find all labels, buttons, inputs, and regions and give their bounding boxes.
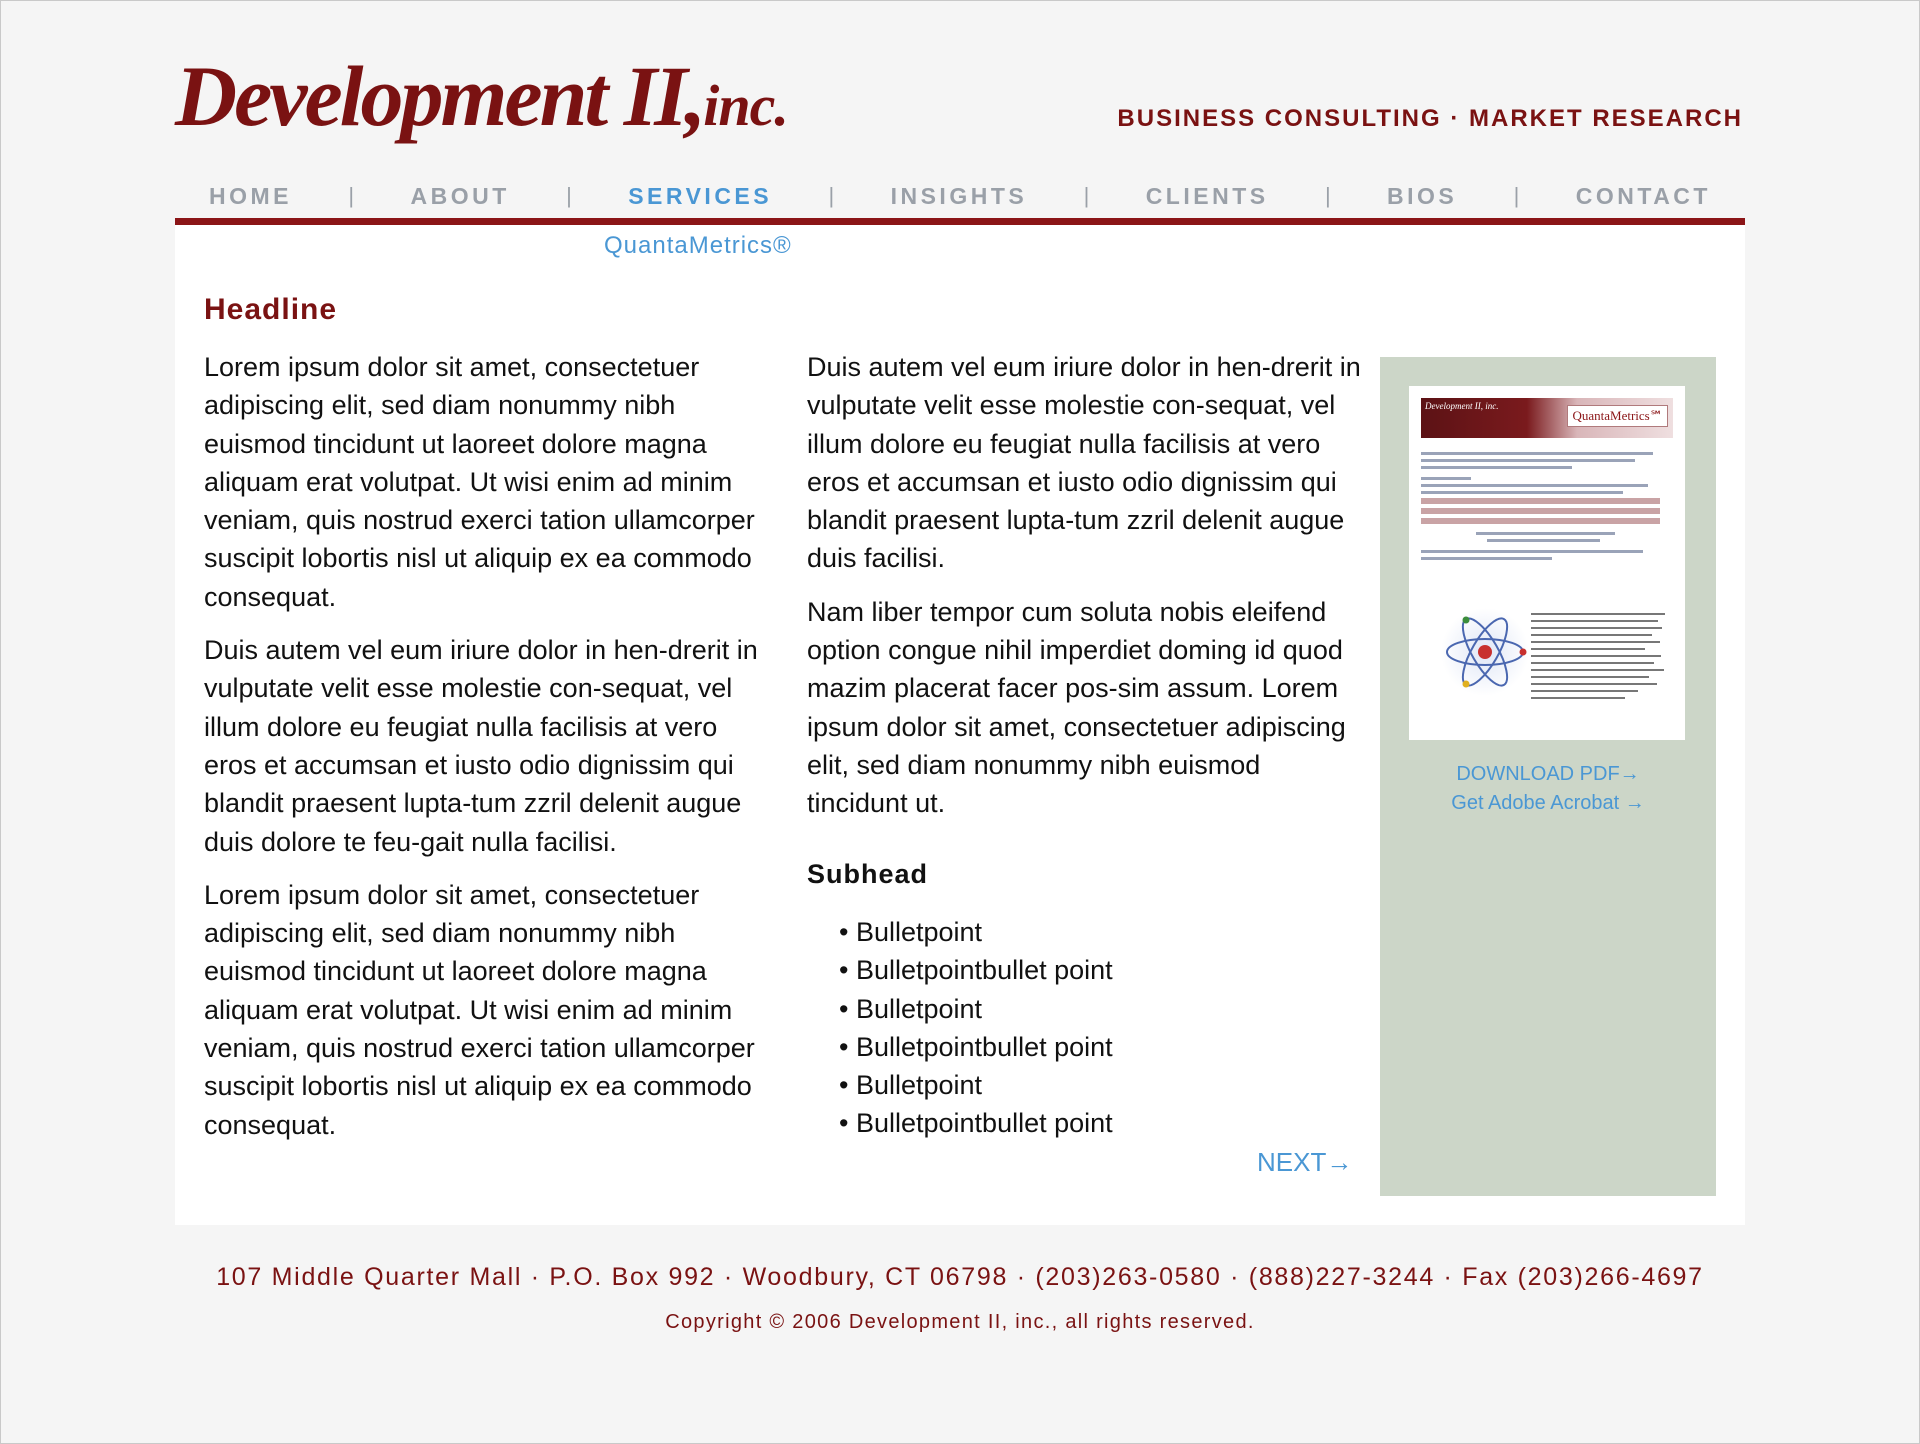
text-column-2 [807, 348, 1367, 838]
nav-services[interactable]: SERVICES [628, 182, 773, 209]
nav-separator: | [1083, 183, 1090, 208]
main-nav [175, 179, 1745, 213]
footer-copyright: Copyright © 2006 Development II, inc., all rights reserved. [665, 1311, 1255, 1333]
footer-address: 107 Middle Quarter Mall · P.O. Box 992 · Woodbury, CT 06798 · (203)263-0580 · (888)227-3244 · Fax (203)266-4697 [216, 1263, 1704, 1291]
text-column-1 [204, 348, 764, 1159]
nav-separator: | [566, 183, 572, 208]
logo-inc-text: inc. [703, 73, 788, 138]
subhead: Subhead [807, 859, 929, 889]
paragraph: Duis autem vel eum iriure dolor in hen-drerit in vulputate velit esse molestie con-sequat, vel illum dolore eu feugiat nulla facilisis at vero eros et accumsan et iusto odio dignissim qui blandit praesent lupta-tum zzril delenit augue duis dolore te feu-gait nulla facilisi. [204, 635, 758, 857]
nav-clients[interactable]: CLIENTS [1145, 182, 1269, 209]
bullet-item: • Bulletpointbullet point [839, 1104, 1113, 1142]
nav-separator: | [1324, 183, 1331, 208]
nav-separator: | [1513, 183, 1520, 208]
thumbnail-text-lines [1421, 438, 1673, 560]
bullet-item: • Bulletpointbullet point [839, 951, 1113, 989]
bullet-item: • Bulletpointbullet point [839, 1028, 1113, 1066]
paragraph: Nam liber tempor cum soluta nobis eleifend option congue nihil imperdiet doming id quod mazim placerat facer pos-sim assum. Lorem ipsum dolor sit amet, consectetuer adipiscing elit, sed diam nonummy nibh euismod tincidunt ut. [807, 596, 1346, 819]
bullet-item: • Bulletpoint [839, 1066, 1113, 1104]
bullet-item: • Bulletpoint [839, 913, 1113, 951]
nav-bios[interactable]: BIOS [1387, 182, 1458, 209]
paragraph: Duis autem vel eum iriure dolor in hen-drerit in vulputate velit esse molestie con-sequat, vel illum dolore eu feugiat nulla facilisis at vero eros et accumsan et iusto odio dignissim qui blandit praesent lupta-tum zzril delenit augue duis facilisi. [807, 352, 1361, 574]
logo[interactable] [175, 48, 788, 144]
logo-main-text: Development II, [175, 48, 704, 144]
subnav-quantametrics[interactable]: QuantaMetrics® [604, 232, 792, 259]
nav-contact[interactable]: CONTACT [1575, 182, 1711, 209]
tagline: BUSINESS CONSULTING · MARKET RESEARCH [1117, 105, 1743, 132]
nav-rule [175, 218, 1745, 225]
thumbnail-title: QuantaMetrics℠ [1567, 405, 1668, 427]
thumbnail-header [1421, 398, 1673, 438]
get-acrobat-link[interactable]: Get Adobe Acrobat → [1451, 792, 1645, 814]
page-headline: Headline [204, 293, 338, 326]
nav-separator: | [348, 183, 355, 208]
paragraph: Lorem ipsum dolor sit amet, consectetuer adipiscing elit, sed diam nonummy nibh euismod tincidunt ut laoreet dolore magna aliquam erat volutpat. Ut wisi enim ad minim veniam, quis nostrud exerci tation ullamcorper suscipit lobortis nisl ut aliquip ex ea commodo consequat. [204, 352, 755, 612]
paragraph: Lorem ipsum dolor sit amet, consectetuer adipiscing elit, sed diam nonummy nibh euismod tincidunt ut laoreet dolore magna aliquam erat volutpat. Ut wisi enim ad minim veniam, quis nostrud exerci tation ullamcorper suscipit lobortis nisl ut aliquip ex ea commodo consequat. [204, 879, 755, 1140]
atom-icon [1439, 606, 1531, 698]
nav-about[interactable]: ABOUT [410, 182, 510, 209]
next-link[interactable]: NEXT→ [1257, 1147, 1353, 1177]
bullet-list [839, 913, 1113, 1143]
thumbnail-side-text [1531, 608, 1665, 704]
nav-insights[interactable]: INSIGHTS [890, 182, 1028, 209]
pdf-thumbnail[interactable] [1409, 386, 1685, 740]
download-pdf-link[interactable]: DOWNLOAD PDF→ [1456, 763, 1640, 785]
nav-home[interactable]: HOME [209, 182, 292, 209]
thumbnail-brand: Development II, inc. [1425, 401, 1499, 411]
bullet-item: • Bulletpoint [839, 990, 1113, 1028]
nav-separator: | [828, 183, 835, 208]
